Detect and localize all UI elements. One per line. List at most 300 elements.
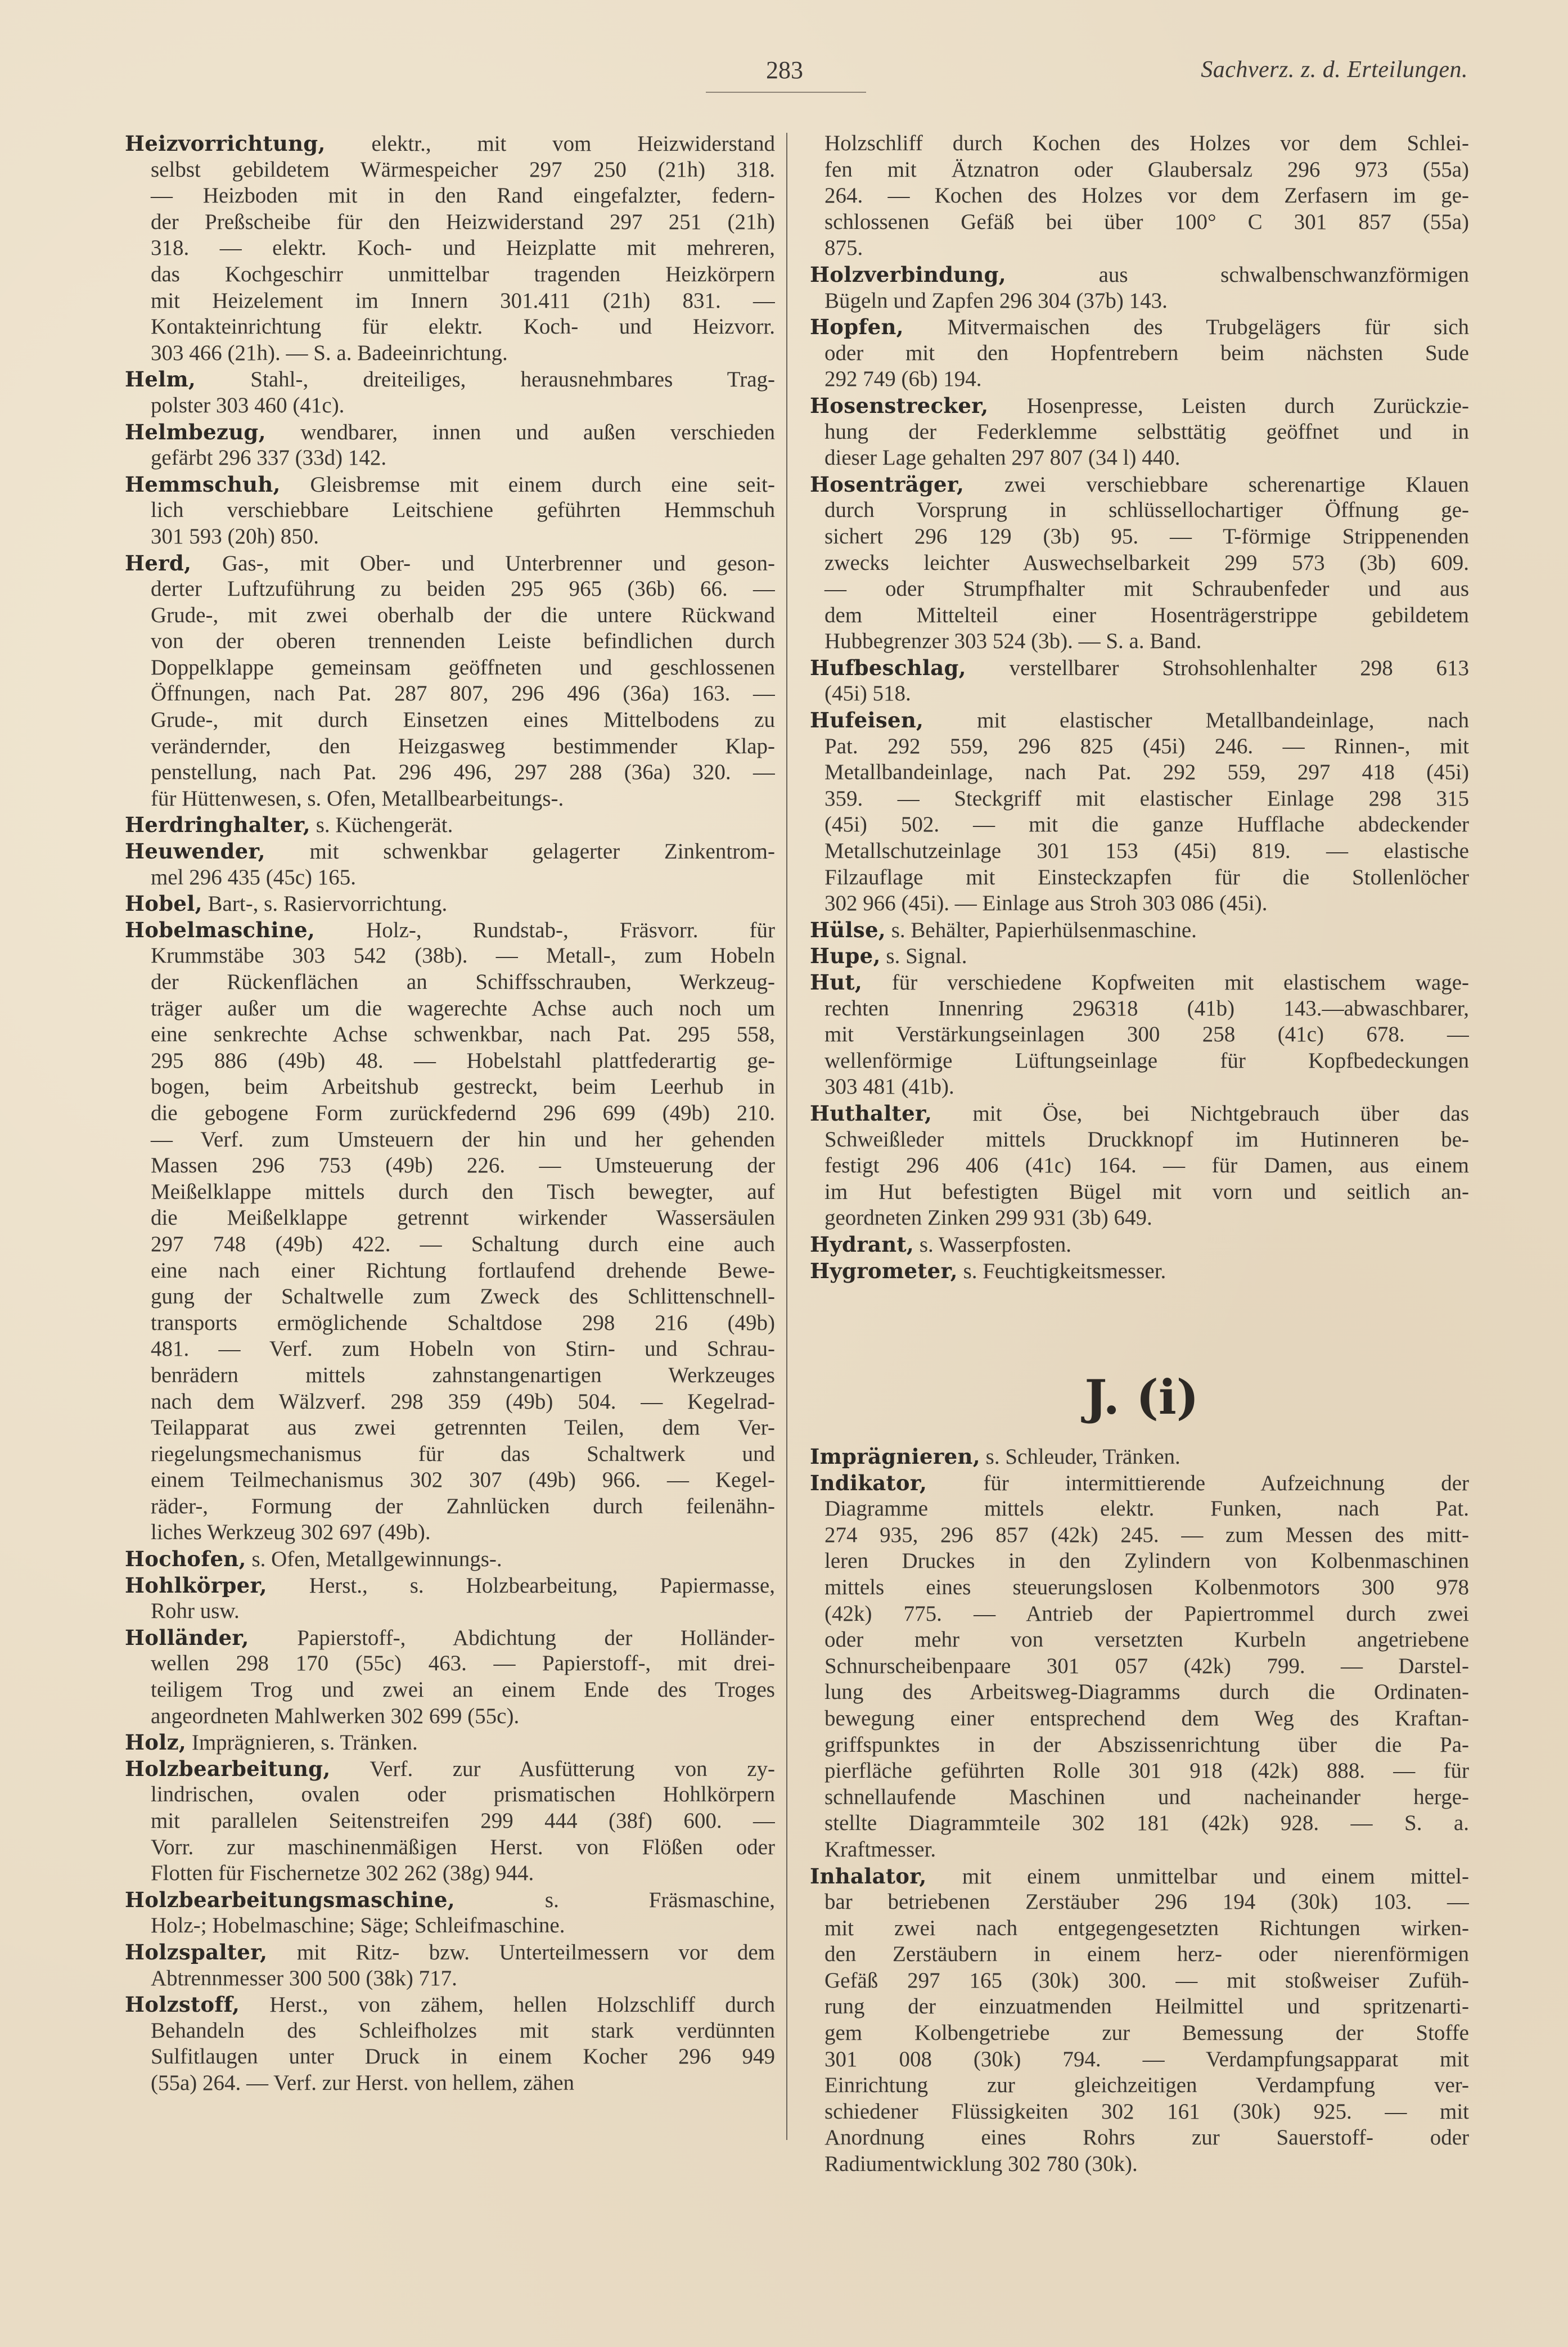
index-entry [810, 943, 1469, 969]
index-entry [810, 1444, 1469, 1470]
entry-first-line [125, 917, 775, 943]
entry-continuation-line [125, 1835, 775, 1861]
entry-continuation-line [125, 759, 775, 786]
entry-headword: Herdringhalter, [125, 812, 310, 838]
entry-continuation-line [125, 1913, 775, 1939]
entry-continuation-line [125, 1100, 775, 1127]
entry-first-line [810, 917, 1469, 943]
index-entry [125, 917, 775, 1546]
entry-continuation-line [810, 1732, 1469, 1759]
entry-continuation-line [125, 1494, 775, 1520]
entry-continuation-line [125, 497, 775, 524]
entry-continuation-line [810, 1179, 1469, 1206]
entry-text: gefärbt 296 337 (33d) 142. [151, 446, 387, 470]
entry-text: oder mehr von versetzten Kurbeln angetriebene [824, 1627, 1469, 1652]
entry-headword: Imprägnieren, [810, 1444, 980, 1469]
entry-text: Grude-, mit durch Einsetzen eines Mittelbodens zu [151, 708, 775, 732]
entry-continuation-line: Holzschliff durch Kochen des Holzes vor dem Schlei- [824, 131, 1469, 155]
entry-continuation-line [125, 1179, 775, 1206]
entry-text: Bügeln und Zapfen 296 304 (37b) 143. [824, 288, 1168, 313]
entry-continuation-line [125, 1363, 775, 1389]
entry-first-line [810, 1444, 1469, 1470]
entry-text: lung des Arbeitsweg-Diagramms durch die Ordinaten- [824, 1680, 1469, 1705]
entry-text: gung der Schaltwelle zum Zweck des Schlittenschnell- [151, 1284, 775, 1309]
entry-text: für Hüttenwesen, s. Ofen, Metallbearbeitungs-. [151, 786, 564, 811]
entry-text: träger außer um die wagerechte Achse auch noch um [151, 996, 775, 1020]
entry-text: Behandeln des Schleifholzes mit stark verdünnten [151, 2018, 775, 2043]
entry-first-line [125, 366, 775, 393]
entry-text: verstellbarer Strohsohlenhalter 298 613 [1009, 655, 1469, 680]
entry-continuation-line [125, 1389, 775, 1415]
entry-continuation-line [810, 1784, 1469, 1811]
entry-continuation-line [125, 1966, 775, 1992]
entry-continuation-line [125, 1336, 775, 1363]
entry-continuation-line [810, 2099, 1469, 2125]
entry-text: Holz-, Rundstab-, Fräsvorr. für [366, 918, 775, 942]
index-entry [125, 1572, 775, 1625]
entry-continuation-line [810, 2151, 1469, 2178]
entry-continuation-line [125, 2018, 775, 2044]
entry-text: 274 935, 296 857 (42k) 245. — zum Messen des mitt- [824, 1522, 1469, 1547]
entry-continuation-line [125, 445, 775, 471]
index-entry [810, 707, 1469, 917]
entry-headword: Herd, [125, 550, 192, 575]
entry-text: Gefäß 297 165 (30k) 300. — mit stoßweiser Zufüh- [824, 1968, 1469, 1993]
entry-text: Teilapparat aus zwei getrennten Teilen, dem Ver- [151, 1415, 775, 1440]
entry-text: 318. — elektr. Koch- und Heizplatte mit mehreren, [151, 236, 775, 260]
entry-continuation-line [810, 550, 1469, 577]
entry-text: Flotten für Fischernetze 302 262 (38g) 944. [151, 1861, 534, 1886]
entry-first-line [125, 1991, 775, 2018]
right-column-section-j [810, 1444, 1469, 2178]
entry-text: s. Signal. [886, 944, 967, 969]
entry-continuation-line [810, 1575, 1469, 1601]
entry-headword: Helm, [125, 367, 196, 392]
entry-text: Rohr usw. [151, 1599, 240, 1624]
entry-text: 481. — Verf. zum Hobeln von Stirn- und Schrau- [151, 1337, 775, 1361]
entry-text: griffspunktes in der Abszissenrichtung über die Pa- [824, 1732, 1469, 1757]
entry-continuation-line [125, 1048, 775, 1074]
entry-continuation-line [125, 1651, 775, 1677]
entry-continuation-line [810, 628, 1469, 655]
entry-text: mit zwei nach entgegengesetzten Richtungen wirken- [824, 1916, 1469, 1940]
entry-continuation-line [125, 1310, 775, 1337]
entry-text: Öffnungen, nach Pat. 287 807, 296 496 (36a) 163. — [151, 681, 775, 706]
entry-text: Herst., s. Holzbearbeitung, Papiermasse, [309, 1573, 775, 1598]
entry-continuation-line [125, 1598, 775, 1625]
entry-text: Holz-; Hobelmaschine; Säge; Schleifmaschine. [151, 1913, 565, 1938]
entry-text: Krummstäbe 303 542 (38b). — Metall-, zum Hobeln [151, 943, 775, 968]
entry-continuation-line [125, 1677, 775, 1703]
index-entry [810, 1258, 1469, 1284]
entry-text: mit Verstärkungseinlagen 300 258 (41c) 678. — [824, 1022, 1469, 1047]
entry-text: stellte Diagrammteile 302 181 (42k) 928. — S. a. [824, 1811, 1469, 1836]
entry-continuation-line [810, 1837, 1469, 1863]
entry-text: eine nach einer Richtung fortlaufend drehende Bewe- [151, 1258, 775, 1283]
entry-text: s. Feuchtigkeitsmesser. [963, 1258, 1166, 1283]
entry-continuation-line [810, 812, 1469, 838]
entry-text: s. Ofen, Metallgewinnungs-. [251, 1547, 502, 1572]
entry-continuation-line [810, 1548, 1469, 1575]
entry-text: (45i) 518. [824, 681, 911, 706]
entry-continuation-line [810, 1994, 1469, 2020]
entry-continuation-line [810, 891, 1469, 917]
entry-first-line [810, 655, 1469, 681]
entry-first-line [810, 1258, 1469, 1284]
entry-text: oder mit den Hopfentrebern beim nächsten Sude [824, 340, 1469, 365]
entry-text: — Heizboden mit in den Rand eingefalzter, federn- [151, 183, 775, 208]
entry-text: mit Heizelement im Innern 301.411 (21h) 831. — [151, 288, 775, 313]
index-entry [810, 917, 1469, 943]
entry-text: die Meißelklappe getrennt wirkender Wassersäulen [151, 1206, 775, 1230]
index-entry [125, 471, 775, 550]
entry-text: Grude-, mit zwei oberhalb der die untere Rückwand [151, 603, 775, 627]
entry-text: (42k) 775. — Antrieb der Papiertrommel durch zwei [824, 1601, 1469, 1626]
entry-continuation-line [810, 1627, 1469, 1653]
entry-continuation-line [125, 262, 775, 288]
entry-continuation-line [125, 655, 775, 681]
entry-continuation-line [810, 576, 1469, 603]
entry-first-line [810, 393, 1469, 419]
entry-headword: Holz, [125, 1730, 187, 1755]
entry-text: festigt 296 406 (41c) 164. — für Damen, aus einem [824, 1153, 1469, 1178]
entry-text: s. Schleuder, Tränken. [985, 1445, 1180, 1469]
index-entry [125, 891, 775, 917]
entry-text: (55a) 264. — Verf. zur Herst. von hellem, zähen [151, 2070, 575, 2095]
entry-text: liches Werkzeug 302 697 (49b). [151, 1520, 431, 1545]
index-entry [810, 1863, 1469, 2178]
entry-text: 297 748 (49b) 422. — Schaltung durch eine auch [151, 1231, 775, 1256]
entry-text: lich verschiebbare Leitschiene geführten Hemmschuh [151, 498, 775, 523]
entry-text: einem Teilmechanismus 302 307 (49b) 966. — Kegel- [151, 1468, 775, 1492]
entry-first-line [125, 419, 775, 446]
entry-first-line [125, 1625, 775, 1651]
entry-text: mit schwenkbar gelagerter Zinkentrom- [309, 839, 775, 864]
entry-headword: Hygrometer, [810, 1258, 958, 1283]
index-entry [125, 366, 775, 419]
entry-first-line [810, 1231, 1469, 1258]
entry-continuation-line [125, 628, 775, 655]
entry-text: Papierstoff-, Abdichtung der Holländer- [297, 1625, 775, 1650]
entry-first-line [125, 812, 775, 838]
entry-text: sichert 296 129 (3b) 95. — T-förmige Strippenenden [824, 524, 1469, 548]
entry-text: bar betriebenen Zerstäuber 296 194 (30k) 103. — [824, 1890, 1469, 1914]
entry-headword: Hosenträger, [810, 471, 965, 497]
entry-text: elektr., mit vom Heizwiderstand [371, 132, 775, 156]
entry-continuation-line [125, 603, 775, 629]
entry-text: für verschiedene Kopfweiten mit elastischem wage- [891, 970, 1469, 995]
entry-headword: Holzbearbeitungsmaschine, [125, 1887, 455, 1912]
entry-text: s. Küchengerät. [316, 813, 453, 838]
entry-continuation-line [810, 786, 1469, 812]
entry-text: pierfläche geführten Rolle 301 918 (42k) 888. — für [824, 1759, 1469, 1783]
index-entry [125, 1546, 775, 1572]
index-entry [125, 131, 775, 366]
entry-continuation-line [810, 865, 1469, 891]
entry-first-line [810, 1470, 1469, 1496]
entry-continuation-line [810, 1022, 1469, 1048]
index-entry [125, 1756, 775, 1887]
entry-headword: Heizvorrichtung, [125, 131, 326, 156]
entry-text: benrädern mittels zahnstangenartigen Werkzeuges [151, 1363, 775, 1387]
entry-text: s. Fräsmaschine, [544, 1887, 775, 1912]
entry-text: rechten Innenring 296318 (41b) 143.—abwaschbarer, [824, 996, 1469, 1020]
entry-text: von der oberen trennenden Leiste befindlichen durch [151, 629, 775, 654]
index-entry [125, 1939, 775, 1991]
entry-continuation-line [810, 681, 1469, 707]
entry-text: selbst gebildetem Wärmespeicher 297 250 (21h) 318. [151, 157, 775, 182]
entry-first-line [810, 314, 1469, 340]
entry-text: schnellaufende Maschinen und nacheinander herge- [824, 1784, 1469, 1809]
entry-continuation-line [125, 235, 775, 262]
entry-text: polster 303 460 (41c). [151, 393, 345, 417]
entry-text: eine senkrechte Achse schwenkbar, nach Pat. 295 558, [151, 1022, 775, 1047]
entry-text: mittels eines steuerungslosen Kolbenmotors 300 978 [824, 1575, 1469, 1599]
entry-text: schiedener Flüssigkeiten 302 161 (30k) 925. — mit [824, 2099, 1469, 2124]
entry-headword: Hut, [810, 970, 863, 995]
index-entry [125, 1729, 775, 1756]
entry-continuation-line [125, 707, 775, 734]
entry-text: wellenförmige Lüftungseinlage für Kopfbedeckungen [824, 1048, 1469, 1073]
index-entry [125, 1991, 775, 2096]
entry-text: Meißelklappe mittels durch den Tisch bewegter, auf [151, 1179, 775, 1204]
entry-text: die gebogene Form zurückfedernd 296 699 (49b) 210. [151, 1100, 775, 1125]
entry-text: s. Wasserpfosten. [919, 1232, 1072, 1257]
entry-text: Gas-, mit Ober- und Unterbrenner und geson- [222, 551, 775, 575]
entry-text: mit parallelen Seitenstreifen 299 444 (38f) 600. — [151, 1809, 775, 1833]
index-entry [125, 1625, 775, 1729]
entry-continuation-line [810, 1758, 1469, 1784]
entry-text: — Verf. zum Umsteuern der hin und her gehenden [151, 1127, 775, 1152]
entry-continuation-line [125, 1415, 775, 1441]
entry-continuation-line [810, 288, 1469, 314]
entry-text: der Rückenflächen an Schiffsschrauben, Werkzeug- [151, 970, 775, 994]
index-entry [810, 314, 1469, 393]
entry-text: Radiumentwicklung 302 780 (30k). [824, 2152, 1138, 2177]
index-entry [125, 1887, 775, 1939]
entry-text: transports ermöglichende Schaltdose 298 216 (49b) [151, 1310, 775, 1335]
entry-first-line [125, 1939, 775, 1966]
entry-continuation-line [125, 1467, 775, 1494]
continued-entry [810, 131, 1469, 262]
entry-continuation-line [810, 1916, 1469, 1942]
right-column [810, 131, 1469, 1284]
entry-continuation-line [125, 943, 775, 969]
entry-continuation-line [810, 1653, 1469, 1680]
entry-continuation-line [125, 1074, 775, 1100]
entry-text: penstellung, nach Pat. 296 496, 297 288 (36a) 320. — [151, 760, 775, 785]
entry-continuation-line [810, 2125, 1469, 2151]
entry-text: Filzauflage mit Einsteckzapfen für die Stollenlöcher [824, 865, 1469, 889]
entry-continuation-line [125, 1808, 775, 1835]
entry-text: 303 481 (41b). [824, 1074, 954, 1099]
entry-text: zwecks leichter Auswechselbarkeit 299 573 (3b) 609. [824, 550, 1469, 575]
index-entry [125, 812, 775, 838]
entry-text: Stahl-, dreiteiliges, herausnehmbares Trag- [250, 367, 775, 392]
entry-continuation-line: fen mit Ätznatron oder Glaubersalz 296 973 (55a) [824, 157, 1469, 182]
entry-headword: Inhalator, [810, 1863, 927, 1889]
left-column [125, 131, 775, 2097]
entry-continuation-line [125, 681, 775, 707]
entry-headword: Holzbearbeitung, [125, 1756, 331, 1781]
entry-text: (45i) 502. — mit die ganze Hufflache abdeckender [824, 812, 1469, 837]
entry-continuation-line [810, 1205, 1469, 1231]
entry-text: Anordnung eines Rohrs zur Sauerstoff- oder [824, 2125, 1469, 2150]
entry-text: 292 749 (6b) 194. [824, 367, 982, 392]
entry-continuation-line [810, 1968, 1469, 1994]
entry-text: räder-, Formung der Zahnlücken durch feilenähn- [151, 1494, 775, 1518]
entry-first-line [810, 969, 1469, 996]
entry-continuation-line [125, 1703, 775, 1730]
entry-continuation-line [810, 1127, 1469, 1153]
entry-continuation-line [125, 524, 775, 550]
entry-text: im Hut befestigten Bügel mit vorn und seitlich an- [824, 1179, 1469, 1204]
entry-text: rung der einzuatmenden Heilmittel und spritzenarti- [824, 1994, 1469, 2019]
entry-text: Hosenpresse, Leisten durch Zurückzie- [1026, 393, 1469, 418]
index-entry [810, 262, 1469, 314]
entry-continuation-line [810, 996, 1469, 1022]
entry-first-line [125, 1887, 775, 1913]
entry-text: Schweißleder mittels Druckknopf im Hutinneren be- [824, 1127, 1469, 1152]
entry-continuation-line [125, 786, 775, 812]
entry-continuation-line [125, 2044, 775, 2070]
entry-text: 359. — Steckgriff mit elastischer Einlage 298 315 [824, 786, 1469, 811]
entry-continuation-line [125, 734, 775, 760]
index-entry [810, 471, 1469, 655]
entry-continuation-line [810, 497, 1469, 524]
entry-continuation-line [125, 1782, 775, 1808]
entry-text: bewegung einer entsprechend dem Weg des Kraftan- [824, 1706, 1469, 1730]
entry-continuation-line [125, 1205, 775, 1231]
entry-continuation-line [810, 1522, 1469, 1549]
entry-headword: Holländer, [125, 1625, 249, 1650]
entry-first-line [125, 1546, 775, 1572]
entry-continuation-line [810, 1679, 1469, 1706]
entry-text: Gleisbremse mit einem durch eine seit- [310, 472, 775, 497]
entry-continuation-line [810, 1048, 1469, 1074]
entry-headword: Hufeisen, [810, 708, 924, 733]
entry-first-line [125, 1729, 775, 1756]
entry-continuation-line: schlossenen Gefäß bei über 100° C 301 857 (55a) [824, 209, 1469, 234]
index-entry [125, 550, 775, 812]
entry-continuation-line [125, 340, 775, 367]
entry-text: Schnurscheibenpaare 301 057 (42k) 799. — Darstel- [824, 1653, 1469, 1678]
entry-text: nach dem Wälzverf. 298 359 (49b) 504. — Kegelrad- [151, 1389, 775, 1414]
page-number: 283 [766, 56, 803, 84]
entry-first-line [125, 1756, 775, 1782]
entry-text: Sulfitlaugen unter Druck in einem Kocher 296 949 [151, 2044, 775, 2069]
entry-text: — oder Strumpfhalter mit Schraubenfeder und aus [824, 577, 1469, 601]
index-entry [810, 393, 1469, 471]
entry-text: mit Ritz- bzw. Unterteilmessern vor dem [296, 1940, 775, 1964]
entry-headword: Hochofen, [125, 1546, 246, 1572]
entry-text: hung der Federklemme selbsttätig geöffnet und in [824, 419, 1469, 444]
entry-continuation-line [810, 1706, 1469, 1732]
entry-headword: Hohlkörper, [125, 1572, 267, 1598]
entry-continuation-line [810, 419, 1469, 446]
entry-text: Einrichtung zur gleichzeitigen Verdampfung ver- [824, 2073, 1469, 2098]
entry-text: verändernder, den Heizgasweg bestimmender Klap- [151, 734, 775, 758]
entry-continuation-line [125, 1022, 775, 1048]
entry-text: geordneten Zinken 299 931 (3b) 649. [824, 1206, 1152, 1230]
entry-continuation-line [810, 1810, 1469, 1837]
entry-text: dem Mittelteil einer Hosenträgerstrippe gebildetem [824, 603, 1469, 627]
entry-continuation-line [125, 1284, 775, 1310]
entry-first-line [810, 1863, 1469, 1890]
entry-text: Herst., von zähem, hellen Holzschliff durch [269, 1993, 775, 2017]
entry-text: mit Öse, bei Nichtgebrauch über das [972, 1101, 1469, 1126]
entry-headword: Holzstoff, [125, 1992, 240, 2017]
column-divider [786, 133, 787, 2140]
entry-continuation-line [810, 1496, 1469, 1522]
header-rule [706, 92, 866, 93]
entry-text: für intermittierende Aufzeichnung der [983, 1471, 1469, 1495]
entry-text: Metallschutzeinlage 301 153 (45i) 819. — elastische [824, 839, 1469, 864]
entry-text: teiligem Trog und zwei an einem Ende des Troges [151, 1678, 775, 1702]
entry-text: mel 296 435 (45c) 165. [151, 865, 357, 889]
entry-continuation-line [810, 524, 1469, 550]
entry-first-line [125, 838, 775, 865]
entry-headword: Hobelmaschine, [125, 917, 316, 942]
entry-continuation-line [810, 1601, 1469, 1627]
entry-headword: Hopfen, [810, 314, 904, 340]
entry-text: 295 886 (49b) 48. — Hobelstahl plattfederartig ge- [151, 1048, 775, 1073]
entry-text: Abtrennmesser 300 500 (38k) 717. [151, 1966, 457, 1990]
entry-headword: Hobel, [125, 891, 202, 916]
entry-first-line [125, 1572, 775, 1599]
running-title: Sachverz. z. d. Erteilungen. [1201, 57, 1468, 83]
entry-continuation-line [125, 1231, 775, 1258]
entry-continuation-line [125, 314, 775, 340]
entry-first-line [810, 471, 1469, 498]
entry-continuation-line [810, 759, 1469, 786]
entry-text: Mitvermaischen des Trubgelägers für sich [947, 315, 1469, 340]
entry-continuation-line [125, 157, 775, 183]
entry-text: 302 966 (45i). — Einlage aus Stroh 303 086 (45i). [824, 891, 1268, 916]
entry-continuation-line [125, 1127, 775, 1153]
entry-text: 303 466 (21h). — S. a. Badeeinrichtung. [151, 340, 508, 365]
entry-headword: Hemmschuh, [125, 471, 281, 497]
entry-text: Metallbandeinlage, nach Pat. 292 559, 297 418 (45i) [824, 760, 1469, 785]
entry-text: Massen 296 753 (49b) 226. — Umsteuerung der [151, 1153, 775, 1178]
entry-continuation-line [125, 996, 775, 1022]
entry-continuation-line [810, 1941, 1469, 1968]
entry-first-line [125, 471, 775, 498]
entry-continuation-line [810, 340, 1469, 367]
entry-text: Vorr. zur maschinenmäßigen Herst. von Flößen oder [151, 1835, 775, 1859]
entry-text: dieser Lage gehalten 297 807 (34 l) 440. [824, 446, 1180, 470]
entry-text: mit elastischer Metallbandeinlage, nach [977, 708, 1469, 733]
entry-continuation-line [810, 445, 1469, 471]
entry-continuation-line [810, 1153, 1469, 1179]
entry-text: gem Kolbengetriebe zur Bemessung der Stoffe [824, 2021, 1469, 2045]
entry-continuation-line [810, 734, 1469, 760]
entry-text: lindrischen, ovalen oder prismatischen Hohlkörpern [151, 1782, 775, 1807]
entry-continuation-line [810, 1889, 1469, 1916]
entry-text: aus schwalbenschwanzförmigen [1098, 262, 1469, 287]
entry-continuation-line [810, 603, 1469, 629]
entry-continuation-line: 264. — Kochen des Holzes vor dem Zerfasern im ge- [824, 183, 1469, 208]
entry-text: Diagramme mittels elektr. Funken, nach Pat. [824, 1496, 1469, 1521]
entry-text: angeordneten Mahlwerken 302 699 (55c). [151, 1703, 520, 1728]
entry-headword: Huthalter, [810, 1100, 932, 1126]
entry-text: zwei verschiebbare scherenartige Klauen [1004, 472, 1469, 497]
entry-continuation-line [125, 865, 775, 891]
entry-continuation-line [125, 1441, 775, 1468]
entry-headword: Hufbeschlag, [810, 655, 966, 680]
entry-text: 301 593 (20h) 850. [151, 524, 319, 548]
entry-text: Doppelklappe gemeinsam geöffneten und geschlossenen [151, 655, 775, 680]
